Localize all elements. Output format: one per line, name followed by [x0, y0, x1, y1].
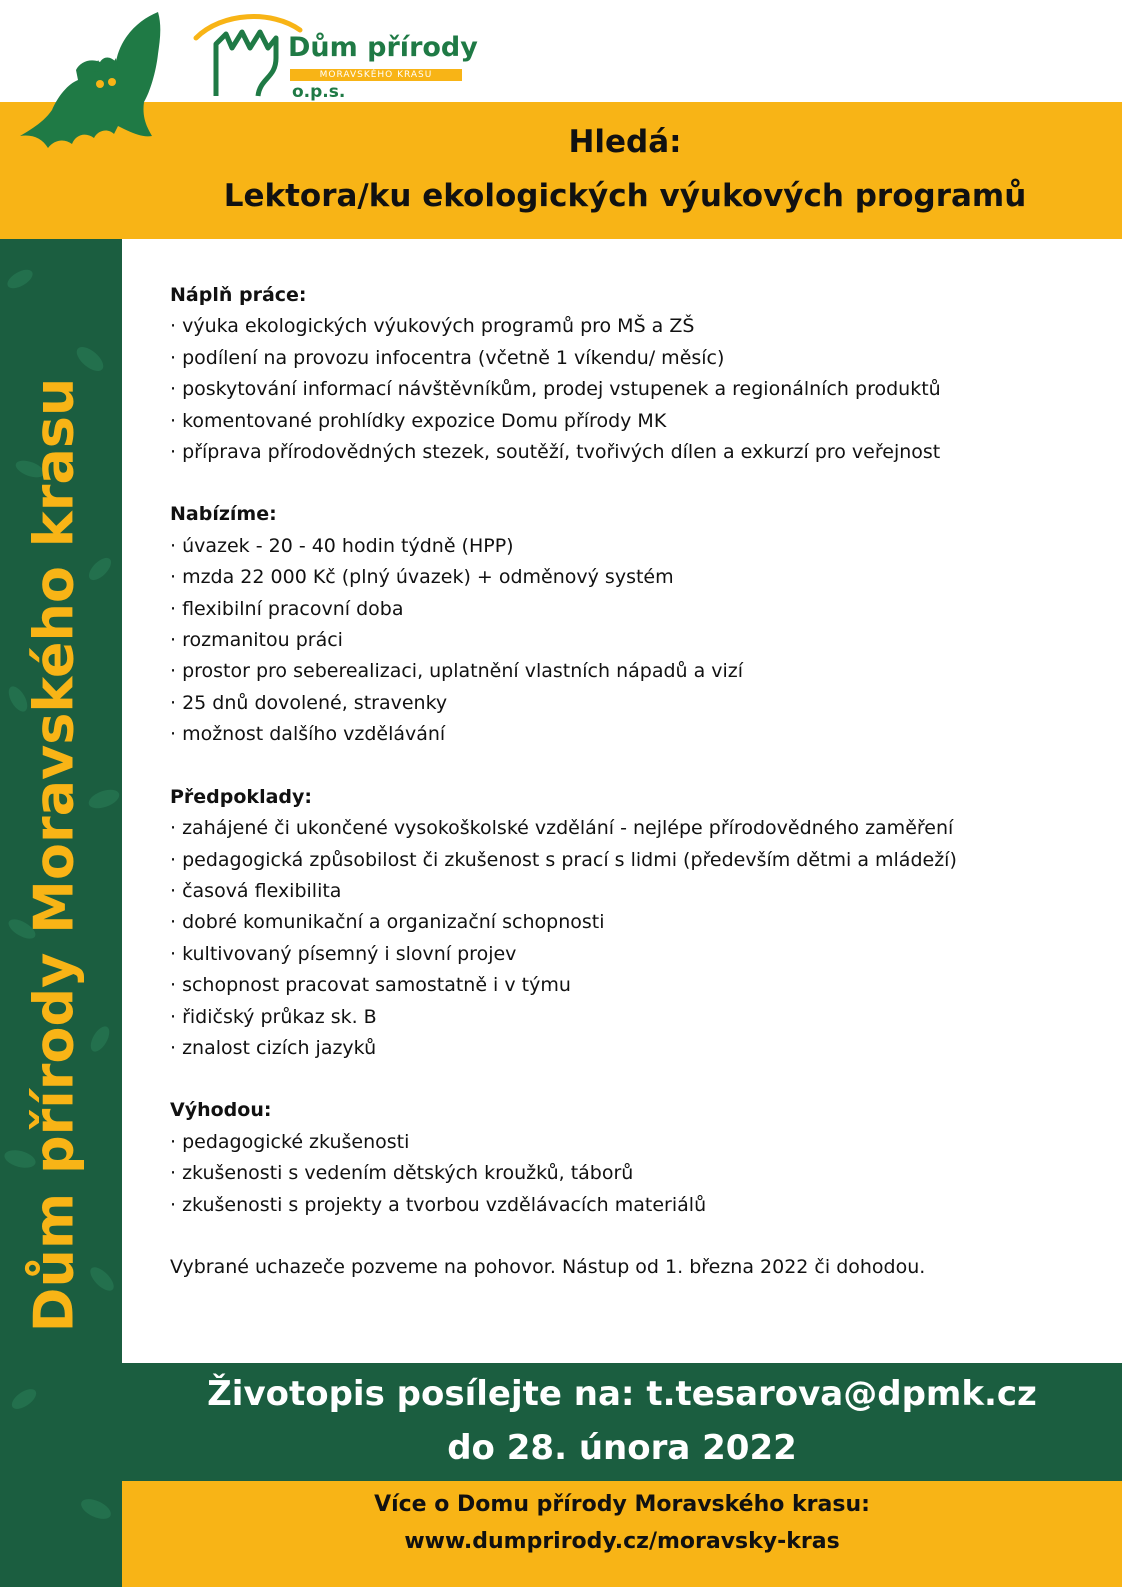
- logo-subtitle-strip: MORAVSKÉHO KRASU: [290, 69, 462, 81]
- sidebar-vertical-title-text: Dům přírody Moravského krasu: [22, 377, 86, 1333]
- closing-note: Vybrané uchazeče pozveme na pohovor. Nástup od 1. března 2022 či dohodou.: [170, 1255, 926, 1278]
- section-advantages: [170, 1095, 1070, 1221]
- list-item: · rozmanitou práci: [170, 629, 343, 652]
- section-title: Nabízíme:: [170, 503, 277, 526]
- list-item: · prostor pro seberealizaci, uplatnění vlastních nápadů a vizí: [170, 660, 744, 683]
- list-item: · zahájené či ukončené vysokoškolské vzdělání - nejlépe přírodovědného zaměření: [170, 817, 954, 840]
- list-item: · kultivovaný písemný i slovní projev: [170, 942, 517, 965]
- list-item: · flexibilní pracovní doba: [170, 597, 404, 620]
- section-requirements: [170, 782, 1070, 1065]
- list-item: · pedagogické zkušenosti: [170, 1130, 410, 1153]
- list-item: · zkušenosti s projekty a tvorbou vzdělávacích materiálů: [170, 1193, 707, 1216]
- logo-suffix: o.p.s.: [292, 82, 346, 102]
- list-item: · dobré komunikační a organizační schopnosti: [170, 911, 605, 934]
- list-item: · mzda 22 000 Kč (plný úvazek) + odměnový systém: [170, 566, 674, 589]
- cv-contact-line: Životopis posílejte na: t.tesarova@dpmk.cz: [207, 1374, 1037, 1414]
- section-title: Výhodou:: [170, 1099, 272, 1122]
- logo-name: Dům přírody: [288, 32, 478, 63]
- list-item: · možnost dalšího vzdělávání: [170, 723, 446, 746]
- header-line-1: Hledá:: [568, 124, 682, 160]
- list-item: · podílení na provozu infocentra (včetně 1 víkendu/ měsíc): [170, 346, 725, 369]
- list-item: · příprava přírodovědných stezek, soutěží, tvořivých dílen a exkurzí pro veřejnost: [170, 441, 941, 464]
- section-job-duties: [170, 280, 1070, 468]
- list-item: · poskytování informací návštěvníkům, prodej vstupenek a regionálních produktů: [170, 378, 941, 401]
- list-item: · řidičský průkaz sk. B: [170, 1005, 377, 1028]
- list-item: · komentované prohlídky expozice Domu přírody MK: [170, 409, 667, 432]
- list-item: · zkušenosti s vedením dětských kroužků, táborů: [170, 1162, 634, 1185]
- list-item: · výuka ekologických výukových programů pro MŠ a ZŠ: [170, 315, 695, 338]
- more-info-text: Více o Domu přírody Moravského krasu:: [374, 1492, 870, 1517]
- list-item: · 25 dnů dovolené, stravenky: [170, 691, 448, 714]
- list-item: · pedagogická způsobilost či zkušenost s prací s lidmi (především dětmi a mládeží): [170, 848, 957, 871]
- website-url: www.dumprirody.cz/moravsky-kras: [404, 1529, 840, 1554]
- section-title: Předpoklady:: [170, 785, 312, 808]
- list-item: · časová flexibilita: [170, 879, 342, 902]
- header-line-2: Lektora/ku ekologických výukových programů: [223, 178, 1027, 214]
- section-offer: [170, 499, 1070, 750]
- list-item: · schopnost pracovat samostatně i v týmu: [170, 974, 571, 997]
- section-title: Náplň práce:: [170, 284, 307, 306]
- job-description: [170, 280, 1070, 1283]
- list-item: · úvazek - 20 - 40 hodin týdně (HPP): [170, 534, 514, 557]
- deadline-line: do 28. února 2022: [447, 1428, 797, 1468]
- list-item: · znalost cizích jazyků: [170, 1036, 377, 1059]
